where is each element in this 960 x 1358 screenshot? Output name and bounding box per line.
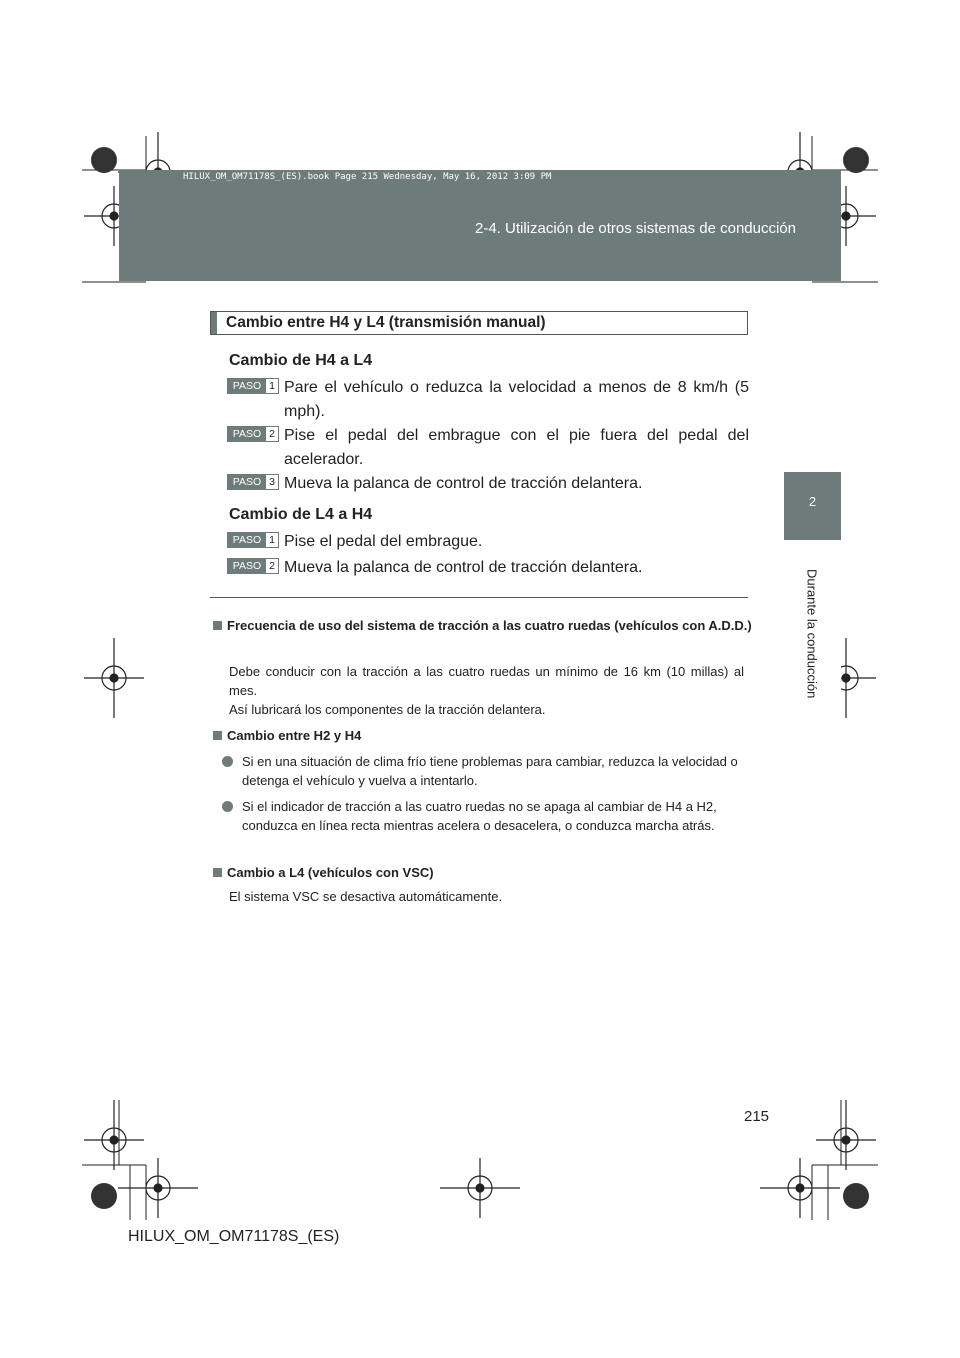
step-badge: PASO 3 xyxy=(227,474,279,490)
step-text: Mueva la palanca de control de tracción delantera. xyxy=(284,559,643,576)
subheading-h4-to-l4: Cambio de H4 a L4 xyxy=(229,352,373,369)
page-number: 215 xyxy=(744,1108,770,1125)
step-text: Mueva la palanca de control de tracción delantera. xyxy=(284,475,643,492)
step-badge: PASO 2 xyxy=(227,426,279,442)
chapter-label: Durante la conducción xyxy=(804,569,820,699)
chapter-tab-label-area xyxy=(784,540,841,728)
square-bullet-icon xyxy=(213,868,222,877)
step-badge: PASO 2 xyxy=(227,558,279,574)
section-title: Cambio entre H4 y L4 (transmisión manual) xyxy=(226,314,546,331)
step-text: Pise el pedal del embrague con el pie fuera del pedal del acelerador. xyxy=(284,427,749,468)
book-stamp: HILUX_OM_OM71178S_(ES).book Page 215 Wednesday, May 16, 2012 3:09 PM xyxy=(183,172,552,182)
bullet-dot-icon xyxy=(222,801,233,812)
step-badge: PASO 1 xyxy=(227,532,279,548)
chapter-tab xyxy=(784,472,841,540)
header-band xyxy=(119,170,841,281)
footer-code: HILUX_OM_OM71178S_(ES) xyxy=(128,1228,340,1245)
subheading-l4-to-h4: Cambio de L4 a H4 xyxy=(229,506,373,523)
note-body: Así lubricará los componentes de la tracción delantera. xyxy=(229,702,546,717)
note-heading: Cambio entre H2 y H4 xyxy=(213,726,753,745)
divider xyxy=(210,597,748,598)
square-bullet-icon xyxy=(213,731,222,740)
note-heading: Cambio a L4 (vehículos con VSC) xyxy=(213,863,753,882)
note-heading: Frecuencia de uso del sistema de tracción a las cuatro ruedas (vehículos con A.D.D.) xyxy=(213,616,753,635)
step-text: Pise el pedal del embrague. xyxy=(284,533,483,550)
bullet-dot-icon xyxy=(222,756,233,767)
step-text: Pare el vehículo o reduzca la velocidad a menos de 8 km/h (5 mph). xyxy=(284,379,749,420)
section-title-bar xyxy=(211,312,217,334)
square-bullet-icon xyxy=(213,621,222,630)
chapter-number: 2 xyxy=(808,494,817,509)
note-body: El sistema VSC se desactiva automáticamente. xyxy=(229,889,503,904)
note-body: Debe conducir con la tracción a las cuatro ruedas un mínimo de 16 km (10 millas) al mes. xyxy=(229,664,744,698)
section-title-box xyxy=(210,311,748,335)
chapter-title: 2-4. Utilización de otros sistemas de conducción xyxy=(475,220,796,237)
step-badge: PASO 1 xyxy=(227,378,279,394)
